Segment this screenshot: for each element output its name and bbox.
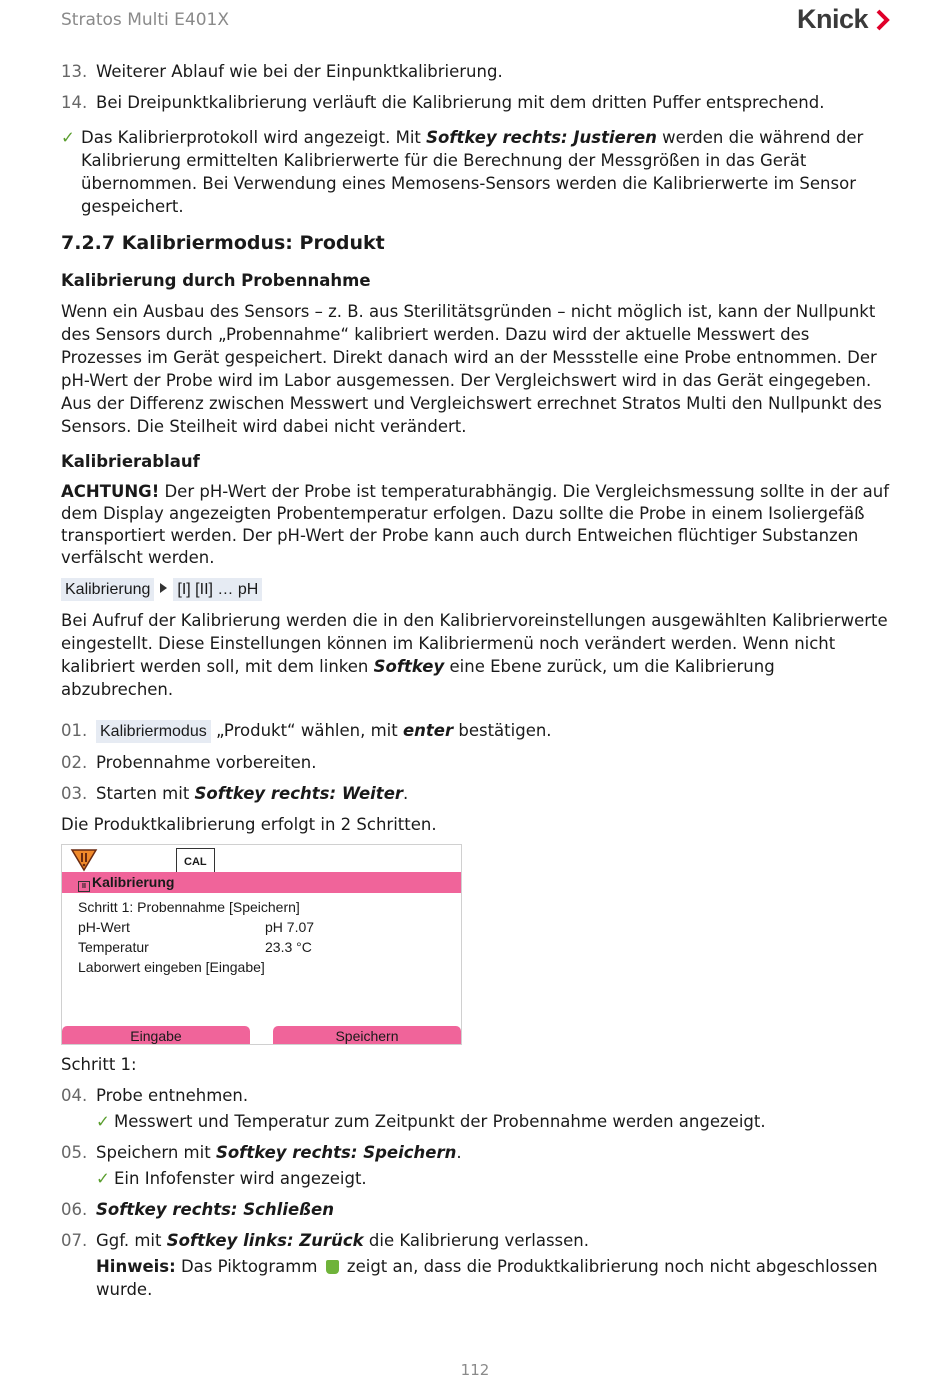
softkey-label: Softkey rechts: Schließen [96,1200,334,1219]
menu-item-kalibrierung: Kalibrierung [61,578,154,601]
step-result [96,1110,891,1133]
warning-triangle-icon [70,848,98,872]
section-heading: 7.2.7 Kalibriermodus: Produkt [61,232,385,254]
softkey-left-button[interactable]: Eingabe [62,1026,250,1044]
step-result [96,1167,891,1190]
step-number: 05. [61,1143,88,1162]
result-text: Das Kalibrierprotokoll wird angezeigt. Mit [81,128,427,147]
hint-note [96,1255,891,1301]
list-item [61,719,891,743]
softkey-label: Softkey rechts: Justieren [426,128,657,147]
step-heading: Schritt 1: [61,1055,137,1074]
list-item [61,1198,891,1221]
warning-text: Der pH-Wert der Probe ist temperaturabhängig. Die Vergleichsmessung sollte in der auf dem Display angezeigten Probentemperatur erfolgen. Dazu sollte die Probe in einem Isoliergefäß transportiert werden. Der pH-Wert der Probe kann auch durch Entweichen flüchtiger Substanzen verfälscht werden. [61,482,890,567]
step-text-end: bestätigen. [453,721,552,740]
list-item [61,751,891,774]
list-item [61,1229,891,1301]
step-number: 03. [61,784,88,803]
cal-badge: CAL [176,848,215,877]
softkey-label: Softkey rechts: Speichern [215,1143,457,1162]
softkey-right-button[interactable]: Speichern [273,1026,461,1044]
step-result-text: Messwert und Temperatur zum Zeitpunkt der Probennahme werden angezeigt. [114,1112,766,1131]
step-number: 02. [61,753,88,772]
display-step-line: Schritt 1: Probennahme [Speichern] [78,899,300,915]
step-number: 13. [61,62,88,81]
menu-item-kalibriermodus: Kalibriermodus [96,720,211,743]
list-item [61,1084,891,1133]
brand-name: Knick [796,4,868,34]
menu-item-channel: [I] [II] … pH [173,578,262,601]
step-text: Probe entnehmen. [96,1086,249,1105]
display-title-bar [62,872,461,893]
page-number: 112 [460,1361,490,1379]
document-header-title: Stratos Multi E401X [61,10,229,30]
paragraph: Die Produktkalibrierung erfolgt in 2 Schritten. [61,815,437,834]
display-row-label: pH-Wert [78,919,130,935]
checkmark-icon: ✓ [61,128,75,147]
step-text: Starten mit [96,784,195,803]
subsection-heading: Kalibrierung durch Probennahme [61,271,371,290]
step-text: Speichern mit [96,1143,216,1162]
list-item [61,60,891,83]
step-text-end: . [456,1143,462,1162]
display-row-label: Temperatur [78,939,149,955]
brand-chevron-icon [876,9,890,31]
enter-key-label: enter [402,721,454,740]
result-text-end: werden die während der Kalibrierung ermittelten Kalibrierwerte für die Berechnung der Messgrößen in das Gerät übernommen. Bei Verwendung eines Memosens-Sensors werden die Kalibrierwerte im Sensor gespeichert. [81,128,864,216]
softkey-label: Softkey [373,657,445,676]
intro-text-end: eine Ebene zurück, um die Kalibrierung abzubrechen. [61,657,775,699]
step-text-end: die Kalibrierung verlassen. [363,1231,590,1250]
channel-icon: II [78,881,90,892]
list-item [61,91,891,114]
step-number: 06. [61,1200,88,1219]
step-text: Bei Dreipunktkalibrierung verläuft die Kalibrierung mit dem dritten Puffer entsprechend. [96,93,825,112]
step-number: 01. [61,721,88,740]
display-row-value: pH 7.07 [265,919,315,935]
step-number: 14. [61,93,88,112]
device-display [61,844,462,1045]
result-note [61,126,891,218]
display-title: Kalibrierung [92,874,175,890]
step-text-end: . [403,784,409,803]
paragraph [61,609,891,701]
softkey-label: Softkey rechts: Weiter [194,784,404,803]
display-row-value: 23.3 °C [265,939,312,955]
softkey-label: Softkey links: Zurück [166,1231,364,1250]
calibration-pending-icon [326,1260,339,1274]
step-number: 07. [61,1231,88,1250]
warning-paragraph [61,481,891,569]
step-text: Probennahme vorbereiten. [96,753,317,772]
menu-arrow-icon [160,583,167,593]
step-number: 04. [61,1086,88,1105]
warning-label: ACHTUNG! [61,482,160,501]
list-item [61,1141,891,1190]
paragraph: Wenn ein Ausbau des Sensors – z. B. aus Sterilitätsgründen – nicht möglich ist, kann der Nullpunkt des Sensors durch „Probennahme“ kalibriert werden. Dazu wird der aktuelle Messwert des Prozesses im Gerät gespeichert. Direkt danach wird an der Messstelle eine Probe entnommen. Der pH-Wert der Probe wird im Labor ausgemessen. Der Vergleichswert wird in das Gerät eingegeben. Aus der Differenz zwischen Messwert und Vergleichswert errechnet Stratos Multi den Nullpunkt des Sensors. Die Steilheit wird dabei nicht verändert. [61,302,882,436]
step-text: Ggf. mit [96,1231,167,1250]
menu-path [61,577,891,601]
page-content [61,60,891,1309]
step-text: Weiterer Ablauf wie bei der Einpunktkalibrierung. [96,62,503,81]
list-item [61,782,891,805]
step-result-text: Ein Infofenster wird angezeigt. [114,1169,367,1188]
hint-text-end: zeigt an, dass die Produktkalibrierung noch nicht abgeschlossen wurde. [96,1257,878,1299]
subsection-heading: Kalibrierablauf [61,452,200,471]
display-prompt: Laborwert eingeben [Eingabe] [78,959,265,975]
intro-text: Bei Aufruf der Kalibrierung werden die in den Kalibriervoreinstellungen ausgewählten Kalibrierwerte eingestellt. Diese Einstellungen können im Kalibriermenü noch verändert werden. Wenn nicht kalibriert werden soll, mit dem linken [61,611,888,676]
checkmark-icon: ✓ [96,1169,110,1188]
knick-logo [797,4,890,35]
hint-label: Hinweis: [96,1257,176,1276]
step-text: „Produkt“ wählen, mit [210,721,403,740]
hint-text: Das Piktogramm [175,1257,323,1276]
checkmark-icon: ✓ [96,1112,110,1131]
